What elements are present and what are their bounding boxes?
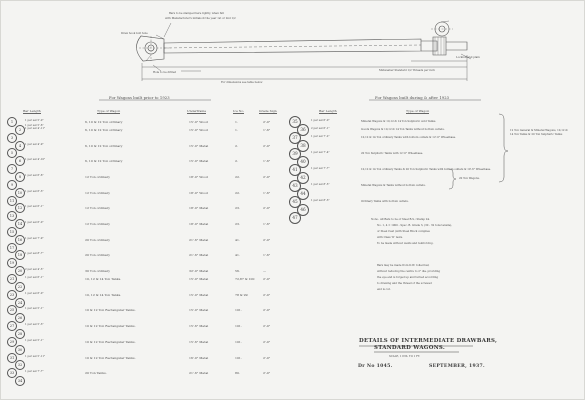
note-line: or Steel Cast (with Steel Block complies xyxy=(377,230,430,233)
row-number-circle: 37 xyxy=(289,132,301,144)
bar-length-cell: 1 per set 6'-0" xyxy=(311,119,330,122)
wagon-type-cell: 10, 12 & 14 Ton Tanks. xyxy=(85,277,122,281)
row-number-circle: 15 xyxy=(7,227,17,237)
row-number-circle: 33 xyxy=(7,368,17,378)
left-header-underframe: Underframe xyxy=(187,109,207,113)
underframe-cell: 15'-0" Wood xyxy=(189,127,208,132)
drawing-scale: SCALE, 1 INS. TO 1 FT. xyxy=(389,355,421,358)
ice-no-cell: 72,87 & 100 xyxy=(235,277,255,281)
underframe-cell: 18'-0" Metal xyxy=(189,222,209,227)
grade-cell: 2'-0" xyxy=(263,292,271,297)
wagon-type-cell: 12 Ton ordinary xyxy=(85,174,110,179)
row-number-circle: 24 xyxy=(15,298,25,308)
underframe-cell: 18'-0" Metal xyxy=(189,206,209,211)
row-number-circle: 28 xyxy=(15,329,25,339)
row-number-circle: 25 xyxy=(7,305,17,315)
row-number-circle: 12 xyxy=(15,203,25,213)
note-line: without reducing the centre to 2" dia. providing xyxy=(377,270,441,273)
row-number-circle: 18 xyxy=(15,250,25,260)
note-line: the eye end is forged up and turned according xyxy=(377,276,439,279)
right-header-bar-length: Bar Length xyxy=(319,109,337,113)
ice-no-cell: 41. xyxy=(235,253,240,258)
grade-cell: — xyxy=(263,269,267,274)
row-number-circle: 44 xyxy=(297,188,309,200)
row-number-circle: 43 xyxy=(289,180,301,192)
grade-cell: 1'-6" xyxy=(263,253,271,258)
row-number-circle: 41 xyxy=(289,164,301,176)
drawing-subtitle: STANDARD WAGONS. xyxy=(374,345,446,351)
grade-cell: 1'-6" xyxy=(263,159,271,164)
grade-cell: 2'-0" xyxy=(263,206,271,211)
bar-length-cell: 1 per set 5'-0" xyxy=(25,119,44,122)
row-number-circle: 17 xyxy=(7,243,17,253)
row-number-circle: 47 xyxy=(289,212,301,224)
row-number-circle: 22 xyxy=(15,282,25,292)
bar-length-cell: 1 per set 6'-0" xyxy=(25,291,44,295)
drawing-title: DETAILS OF INTERMEDIATE DRAWBARS, xyxy=(359,338,498,344)
grade-cell: 2'-0" xyxy=(263,339,271,344)
grade-cell: 2'-0" xyxy=(263,237,271,242)
row-number-circle: 1 xyxy=(7,117,17,127)
ice-no-cell: 101. xyxy=(235,308,242,313)
wagon-type-cell: 6, 10 & 12 Ton ordinary xyxy=(85,120,123,124)
row-number-circle: 21 xyxy=(7,274,17,284)
wagon-type-cell: 20 Ton Sulphuric Tanks with 12'-0" Wheelbase. xyxy=(361,152,424,155)
right-brace-note-1: 12 Ton General & Mineral Wagons, 10,12 & 14 Ton Tanks & 20 Ton Sulphuric Tanks xyxy=(510,129,568,136)
ice-no-cell: 2. xyxy=(235,159,238,164)
locknut-label: Locknut and plain xyxy=(456,56,480,59)
note-line: To be made without welds and reinforcing. xyxy=(377,242,434,245)
stamp-note-line1: Bars to be stamped here lightly, when full xyxy=(169,12,225,15)
underframe-cell: 21'-6" Metal xyxy=(189,253,209,258)
right-header-type: Type of Wagon xyxy=(406,109,430,113)
row-number-circle: 4 xyxy=(15,141,25,151)
ice-no-cell: 22. xyxy=(235,190,240,195)
bar-length-cell: 1 per set 8'-3" xyxy=(311,199,330,202)
bar-length-cell: 2 per set 6'-1" xyxy=(311,127,330,130)
row-number-circle: 6 xyxy=(15,156,25,166)
bar-length-cell: 1 per set 7'-7" xyxy=(25,370,44,374)
ice-no-cell: 80. xyxy=(235,371,240,376)
row-number-circle: 20 xyxy=(15,266,25,276)
wagon-type-cell: 20 Ton ordinary xyxy=(85,237,110,242)
right-table-title: For Wagons built during & after 1923 xyxy=(375,96,450,100)
row-number-circle: 30 xyxy=(15,345,25,355)
wagon-type-cell: 10 & 12 Ton Rectangular Tanks. xyxy=(85,308,136,313)
row-number-circle: 8 xyxy=(15,172,25,182)
underframe-cell: 18'-0" Wood xyxy=(189,190,208,195)
row-number-circle: 36 xyxy=(297,124,309,136)
note-line: No. 1, 4 = 1900 - Spec. B. Grade 3, (30 - 32 tons tensile), xyxy=(377,224,453,227)
underframe-cell: 15'-6" Metal xyxy=(189,324,209,329)
row-number-circle: 29 xyxy=(7,337,17,347)
bar-length-cell: 1 per set 7'-4" xyxy=(311,151,330,154)
bar-length-cell: 1 per set 5'-3" xyxy=(25,323,44,327)
bar-length-cell: 1 per set 4'-9" xyxy=(25,142,44,146)
note-line: Note:- All Bars to be of Steel B.S.; Stamp 24. xyxy=(371,218,430,221)
stamp-note-line2: with Manufacturer's initials & the year 1st or 2nd 1/2 xyxy=(165,17,236,20)
bar-length-cell: 1 per set 5'-1" xyxy=(25,338,44,342)
underframe-cell: 32'-0" Metal xyxy=(189,269,209,274)
wagon-type-cell: 10,12 & 14 Ton ordinary Tanks & 20 Ton Sulphuric Tanks with bottom outlets & 10'-6" Wheelbase. xyxy=(361,168,491,171)
bar-length-cell: 1 per set 6'-0" xyxy=(25,221,44,225)
drawing-number: Dr No 1045. xyxy=(358,364,393,369)
row-number-circle: 45 xyxy=(289,196,301,208)
wagon-type-cell: Mineral Wagons & Tanks without bottom outlets. xyxy=(361,184,426,187)
row-number-circle: 31 xyxy=(7,353,17,363)
ice-no-cell: 101. xyxy=(235,355,242,360)
wagon-type-cell: 20 Ton ordinary xyxy=(85,253,110,258)
grade-cell: 2'-0" xyxy=(263,324,271,329)
wagon-type-cell: 30 Ton ordinary xyxy=(85,269,110,274)
row-number-circle: 19 xyxy=(7,258,17,268)
wagon-type-cell: 12 Ton ordinary xyxy=(85,206,110,211)
grade-cell: 1'-6" xyxy=(263,190,271,195)
right-brace-note-2: 20 Ton Wagons. xyxy=(459,177,480,180)
grade-cell: 2'-0" xyxy=(263,174,271,179)
wagon-type-cell: Ordinary Tanks with bottom outlets. xyxy=(361,200,409,203)
wagon-type-cell: 6, 10 & 12 Ton ordinary xyxy=(85,143,123,148)
left-header-ice-no: Ice No. xyxy=(233,109,245,113)
ice-no-cell: 22. xyxy=(235,174,240,179)
row-number-circle: 2 xyxy=(15,125,25,135)
row-number-circle: 11 xyxy=(7,196,17,206)
bar-length-cell: 1 per set 5'-11" xyxy=(25,354,46,358)
bar-length-cell: 1 per set 4'-10" xyxy=(25,158,46,162)
bar-length-cell: 1 per set 7'-9" xyxy=(25,236,44,240)
underframe-cell: 15'-0" Metal xyxy=(189,277,209,281)
underframe-cell: 15'-0" Metal xyxy=(189,159,209,164)
wagon-type-cell: 6, 10 & 12 Ton ordinary xyxy=(85,127,123,132)
wagon-type-cell: 12 Ton ordinary xyxy=(85,190,110,195)
row-number-circle: 39 xyxy=(289,148,301,160)
note-line: end is cut. xyxy=(377,288,391,291)
underframe-cell: 15'-0" Wood xyxy=(189,120,208,124)
grade-cell: 2'-0" xyxy=(263,355,271,360)
grade-cell: 2'-0" xyxy=(263,120,271,124)
wagon-type-cell: Goods Wagons & 10,12 & 14 Ton Tanks without bottom outlets. xyxy=(361,128,445,131)
bar-length-cell: 1 per set 7'-7" xyxy=(311,167,330,170)
grade-cell: 2'-0" xyxy=(263,371,271,376)
wagon-type-cell: 10, 12 & 14 Ton Tanks. xyxy=(85,292,122,297)
wagon-type-cell: 10 & 12 Ton Rectangular Tanks. xyxy=(85,324,136,329)
ice-no-cell: 2. xyxy=(235,143,238,148)
wagon-type-cell: 10,12 & 14 Ton ordinary Tanks with bottom outlets & 12'-0" Wheelbase. xyxy=(361,136,457,139)
row-number-circle: 26 xyxy=(15,313,25,323)
bar-length-cell: 1 per set 7'-2" xyxy=(311,135,330,138)
row-number-circle: 40 xyxy=(297,156,309,168)
row-number-circle: 32 xyxy=(15,360,25,370)
underframe-cell: 15'-0" Metal xyxy=(189,143,209,148)
dimensions-reference-label: For dimensions see table below xyxy=(221,81,263,84)
row-number-circle: 10 xyxy=(15,188,25,198)
row-number-circle: 42 xyxy=(297,172,309,184)
bar-length-cell: 1 per set 6'-1" xyxy=(25,276,44,279)
ice-no-cell: 78 & 99 xyxy=(235,292,248,297)
bar-length-cell: 1 per set 6'-3" xyxy=(25,189,44,193)
left-header-bar-length: Bar Length xyxy=(23,109,41,113)
bar-length-cell: 1 per set 5'-1" xyxy=(25,307,44,311)
ice-no-cell: 23. xyxy=(235,206,240,211)
ice-no-cell: 1. xyxy=(235,120,238,124)
note-line: Bars may be made from D.W. rolled bar, xyxy=(377,264,430,267)
row-number-circle: 35 xyxy=(289,116,301,128)
ice-no-cell: 101. xyxy=(235,339,242,344)
row-number-circle: 38 xyxy=(297,140,309,152)
bar-length-cell: 2 per set 4'-5" xyxy=(25,268,44,272)
row-number-circle: 7 xyxy=(7,164,17,174)
row-number-circle: 34 xyxy=(15,376,25,386)
bar-length-cell: 1 per set 6'-1" xyxy=(25,205,44,209)
row-number-circle: 3 xyxy=(7,133,17,143)
bar-length-cell: 1 per set 8'-5" xyxy=(311,183,330,186)
drawing-date: SEPTEMBER, 1937. xyxy=(429,364,485,369)
note-line: with Class 'D' tests. xyxy=(377,236,403,239)
draw-hook-bolt-hole-label: Draw hook bolt hole xyxy=(121,32,148,35)
wagon-type-cell: 10 & 12 Ton Rectangular Tanks. xyxy=(85,339,136,344)
bar-length-cell: 1 per set 4'-11" xyxy=(25,126,46,130)
left-table-title: For Wagons built prior to 1923 xyxy=(109,96,170,100)
row-number-circle: 27 xyxy=(7,321,17,331)
underframe-cell: 16'-0" Metal xyxy=(189,355,209,360)
wagon-type-cell: Mineral Wagons & 10,12 & 14 Ton Sulphuric Acid Tanks. xyxy=(361,120,437,123)
underframe-cell: 15'-0" Metal xyxy=(189,292,209,297)
grade-cell: 1'-6" xyxy=(263,127,271,132)
row-number-circle: 23 xyxy=(7,290,17,300)
bar-length-cell: 1 per set 5'-6" xyxy=(25,124,44,127)
ice-no-cell: 23. xyxy=(235,222,240,227)
wagon-type-cell: 10 & 12 Ton Rectangular Tanks. xyxy=(85,355,136,360)
drilled-hole-label: Hole to be drilled xyxy=(153,71,177,74)
grade-cell: 2'-0" xyxy=(263,277,271,281)
underframe-cell: 15'-6" Metal xyxy=(189,339,209,344)
left-header-type: Type of Wagon xyxy=(97,109,121,113)
underframe-cell: 15'-0" Metal xyxy=(189,308,209,313)
note-line: to drawing and the thread of the screwed xyxy=(377,282,432,285)
ice-no-cell: 1. xyxy=(235,127,238,132)
wagon-type-cell: 6, 10 & 12 Ton ordinary xyxy=(85,159,123,164)
underframe-cell: 21'-6" Metal xyxy=(189,237,209,242)
wagon-type-cell: 12 Ton ordinary xyxy=(85,222,110,227)
left-header-grade: Grade Sign xyxy=(259,109,277,113)
grade-cell: 2'-0" xyxy=(263,308,271,313)
ice-no-cell: 41. xyxy=(235,237,240,242)
row-number-circle: 16 xyxy=(15,235,25,245)
grade-cell: 2'-0" xyxy=(263,143,271,148)
wagon-type-cell: 20 Ton Tanks. xyxy=(85,371,107,376)
row-number-circle: 13 xyxy=(7,211,17,221)
ice-no-cell: 101. xyxy=(235,324,242,329)
midwasher-note: Midwasher Standard 1/2 Threads per inch xyxy=(379,69,435,72)
underframe-cell: 18'-0" Wood xyxy=(189,174,208,179)
bar-length-cell: 1 per set 8'-7" xyxy=(25,252,44,256)
row-number-circle: 9 xyxy=(7,180,17,190)
ice-no-cell: 56. xyxy=(235,269,240,274)
bar-length-cell: 1 per set 6'-6" xyxy=(25,173,44,177)
row-number-circle: 5 xyxy=(7,148,17,158)
grade-cell: 1'-6" xyxy=(263,222,271,227)
underframe-cell: 21'-6" Metal xyxy=(189,371,209,376)
row-number-circle: 14 xyxy=(15,219,25,229)
row-number-circle: 46 xyxy=(297,204,309,216)
